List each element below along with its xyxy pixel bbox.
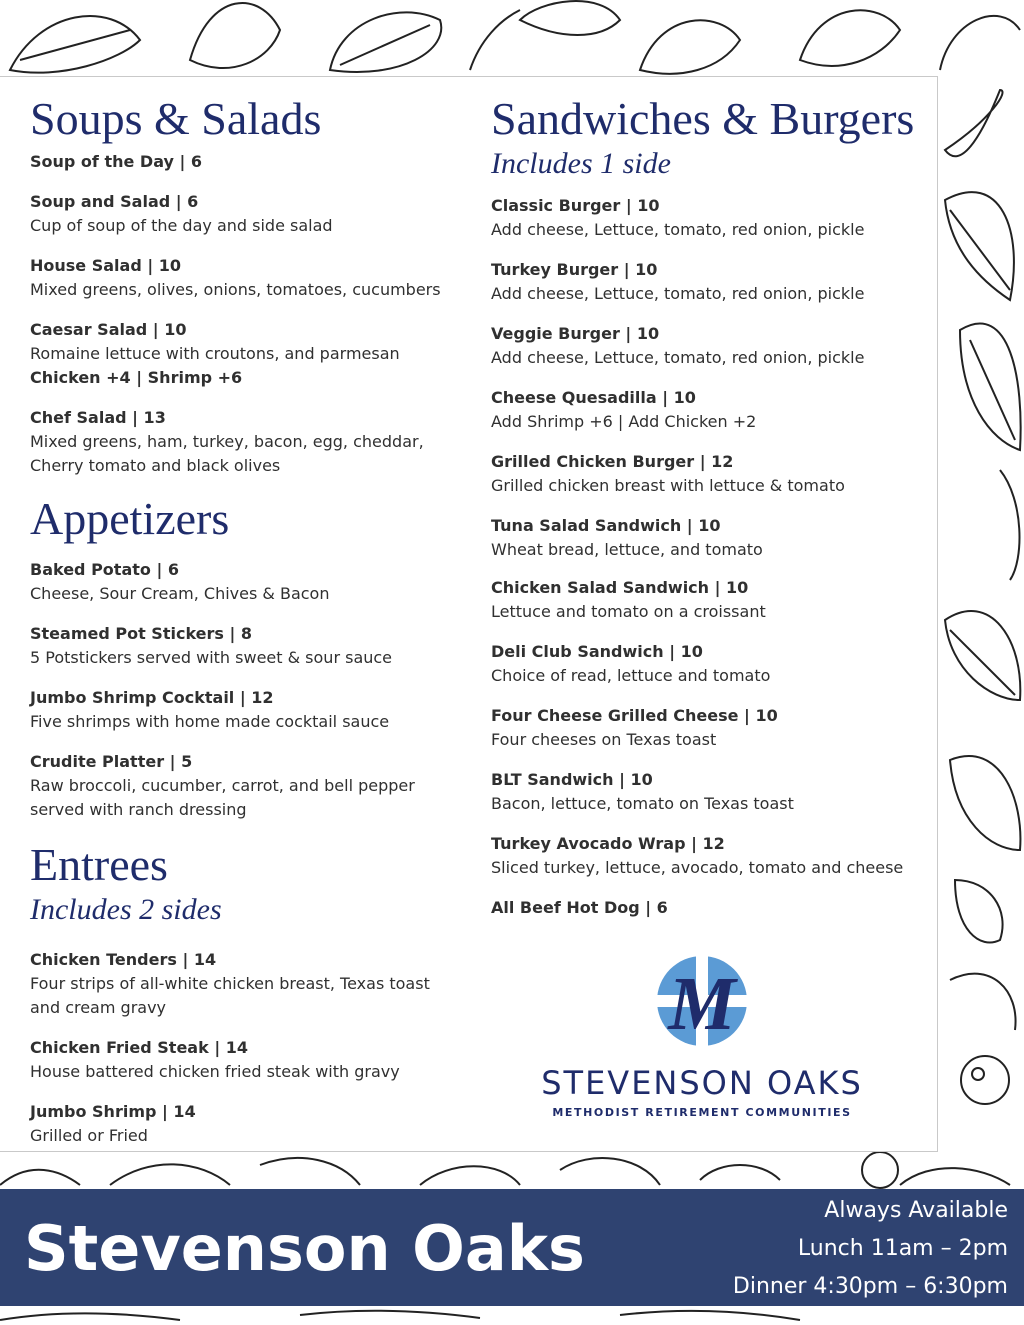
item-name: Grilled Chicken Burger | 12 bbox=[491, 452, 734, 471]
item-description: Wheat bread, lettuce, and tomato bbox=[491, 540, 763, 559]
item-description: Grilled chicken breast with lettuce & tomato bbox=[491, 476, 845, 495]
item-description: Four strips of all-white chicken breast, Texas toast bbox=[30, 974, 430, 993]
item-description: Mixed greens, ham, turkey, bacon, egg, cheddar, bbox=[30, 432, 424, 451]
menu-item bbox=[30, 254, 441, 302]
item-description: Romaine lettuce with croutons, and parmesan bbox=[30, 344, 400, 363]
item-name: Classic Burger | 10 bbox=[491, 196, 660, 215]
item-description: Add Shrimp +6 | Add Chicken +2 bbox=[491, 412, 757, 431]
item-description: Bacon, lettuce, tomato on Texas toast bbox=[491, 794, 794, 813]
hours-line: Dinner 4:30pm – 6:30pm bbox=[732, 1274, 1008, 1299]
item-name: Jumbo Shrimp | 14 bbox=[30, 1102, 196, 1121]
menu-item bbox=[491, 832, 903, 880]
hours-line: Always Available bbox=[824, 1198, 1008, 1223]
item-description: Choice of read, lettuce and tomato bbox=[491, 666, 771, 685]
item-name: Chicken Tenders | 14 bbox=[30, 950, 217, 969]
item-name: Jumbo Shrimp Cocktail | 12 bbox=[30, 688, 274, 707]
item-name: BLT Sandwich | 10 bbox=[491, 770, 653, 789]
item-description: Sliced turkey, lettuce, avocado, tomato and cheese bbox=[491, 858, 904, 877]
menu-item bbox=[30, 622, 415, 670]
stevenson-oaks-logo bbox=[522, 955, 882, 1125]
section-title: Sandwiches & Burgers bbox=[491, 93, 915, 144]
item-description: Add cheese, Lettuce, tomato, red onion, pickle bbox=[491, 284, 865, 303]
menu-item bbox=[491, 386, 903, 434]
item-name: Deli Club Sandwich | 10 bbox=[491, 642, 703, 661]
item-name: Steamed Pot Stickers | 8 bbox=[30, 624, 253, 643]
menu-item bbox=[491, 704, 903, 752]
item-description: Grilled or Fried bbox=[30, 1126, 148, 1145]
item-name: Soup of the Day | 6 bbox=[30, 152, 203, 171]
item-description: Cup of soup of the day and side salad bbox=[30, 216, 333, 235]
item-description: House battered chicken fried steak with gravy bbox=[30, 1062, 400, 1081]
menu-item bbox=[30, 558, 415, 606]
item-description: Lettuce and tomato on a croissant bbox=[491, 602, 766, 621]
menu-item bbox=[491, 896, 903, 920]
menu-item bbox=[30, 1100, 430, 1148]
section-appetizers bbox=[30, 493, 229, 545]
item-addons: Chicken +4 | Shrimp +6 bbox=[30, 368, 243, 387]
menu-item bbox=[30, 686, 415, 734]
item-name: Chicken Fried Steak | 14 bbox=[30, 1038, 248, 1057]
section-entrees bbox=[30, 839, 222, 927]
item-name: Four Cheese Grilled Cheese | 10 bbox=[491, 706, 778, 725]
item-name: Caesar Salad | 10 bbox=[30, 320, 187, 339]
item-description: Add cheese, Lettuce, tomato, red onion, pickle bbox=[491, 220, 865, 239]
monogram-icon bbox=[656, 955, 748, 1047]
menu-item bbox=[491, 322, 903, 370]
hours-line: Lunch 11am – 2pm bbox=[797, 1236, 1008, 1261]
section-title: Entrees bbox=[30, 839, 168, 890]
footer-banner bbox=[0, 1189, 1024, 1306]
item-description: Cherry tomato and black olives bbox=[30, 456, 281, 475]
item-description: Mixed greens, olives, onions, tomatoes, cucumbers bbox=[30, 280, 441, 299]
menu-item bbox=[491, 450, 903, 498]
item-name: Crudite Platter | 5 bbox=[30, 752, 193, 771]
item-description: 5 Potstickers served with sweet & sour sauce bbox=[30, 648, 393, 667]
monogram-letter: M bbox=[668, 962, 736, 1046]
logo-wordmark: STEVENSON OAKS bbox=[541, 1064, 863, 1102]
item-name: Turkey Burger | 10 bbox=[491, 260, 658, 279]
item-name: Cheese Quesadilla | 10 bbox=[491, 388, 696, 407]
item-name: All Beef Hot Dog | 6 bbox=[491, 898, 668, 917]
logo-tagline: METHODIST RETIREMENT COMMUNITIES bbox=[552, 1106, 852, 1119]
menu-item bbox=[491, 768, 903, 816]
menu-item bbox=[30, 1036, 430, 1084]
menu-item bbox=[491, 514, 903, 562]
menu-item bbox=[30, 406, 441, 478]
service-hours bbox=[733, 1192, 1008, 1306]
item-name: Soup and Salad | 6 bbox=[30, 192, 199, 211]
item-description: Add cheese, Lettuce, tomato, red onion, pickle bbox=[491, 348, 865, 367]
menu-item bbox=[30, 150, 441, 174]
section-title: Appetizers bbox=[30, 493, 230, 544]
section-sandwiches-burgers bbox=[491, 93, 914, 181]
menu-item bbox=[30, 318, 441, 390]
item-description: Four cheeses on Texas toast bbox=[491, 730, 717, 749]
section-soups-salads bbox=[30, 93, 321, 145]
menu-item bbox=[30, 750, 415, 822]
section-title: Soups & Salads bbox=[30, 93, 322, 144]
menu-card bbox=[0, 76, 938, 1152]
section-subtitle: Includes 2 sides bbox=[30, 893, 222, 926]
item-description: Cheese, Sour Cream, Chives & Bacon bbox=[30, 584, 330, 603]
item-description: Five shrimps with home made cocktail sauce bbox=[30, 712, 390, 731]
item-name: Tuna Salad Sandwich | 10 bbox=[491, 516, 721, 535]
item-name: Veggie Burger | 10 bbox=[491, 324, 660, 343]
menu-item bbox=[30, 948, 430, 1020]
menu-item bbox=[491, 258, 903, 306]
item-description: served with ranch dressing bbox=[30, 800, 247, 819]
item-name: Chef Salad | 13 bbox=[30, 408, 166, 427]
menu-item bbox=[491, 640, 903, 688]
footer-title: Stevenson Oaks bbox=[24, 1212, 585, 1285]
item-description: and cream gravy bbox=[30, 998, 167, 1017]
item-name: Turkey Avocado Wrap | 12 bbox=[491, 834, 725, 853]
item-description: Raw broccoli, cucumber, carrot, and bell pepper bbox=[30, 776, 415, 795]
item-name: Chicken Salad Sandwich | 10 bbox=[491, 578, 749, 597]
item-name: Baked Potato | 6 bbox=[30, 560, 179, 579]
menu-item bbox=[30, 190, 441, 238]
menu-item bbox=[491, 194, 903, 242]
menu-item bbox=[491, 576, 903, 624]
item-name: House Salad | 10 bbox=[30, 256, 182, 275]
section-subtitle: Includes 1 side bbox=[491, 147, 671, 180]
